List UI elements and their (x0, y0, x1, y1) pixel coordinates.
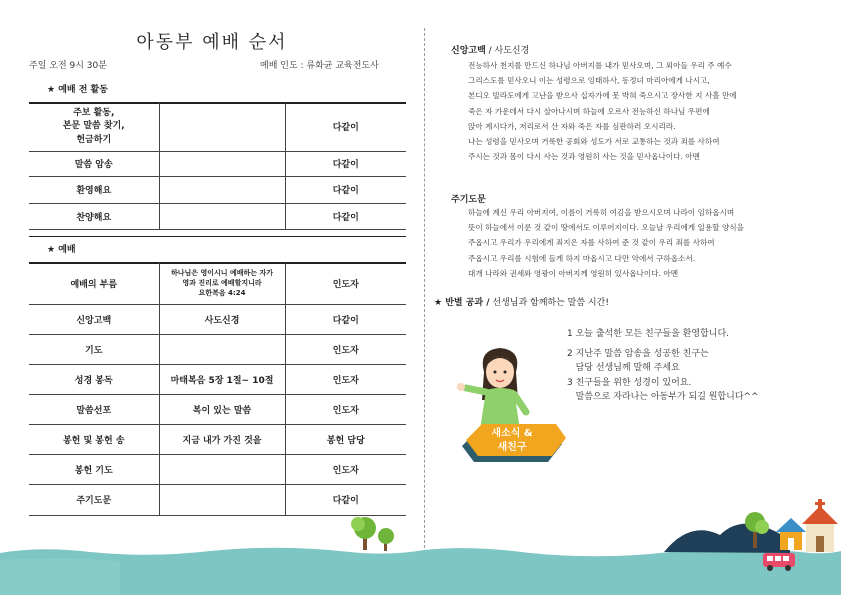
creed-line: 주시는 것과 몸이 다시 사는 것과 영원히 사는 것을 믿사옵나이다. 아멘 (468, 152, 700, 162)
group-time-heading-rest: 선생님과 함께하는 말씀 시간! (489, 298, 609, 308)
service-right: 인도자 (285, 394, 406, 424)
prayer-line: 뜻이 하늘에서 이룬 것 같이 땅에서도 이루어지이다. 오늘날 우리에게 일용할 양식을 (468, 223, 744, 233)
service-label: 예배의 부름 (29, 263, 159, 304)
list-item: 1 오늘 출석한 모든 친구들을 환영합니다. (567, 329, 729, 339)
pre-service-label: 찬양해요 (29, 203, 159, 229)
creed-line: 본디오 빌라도에게 고난을 받으사 십자가에 못 박혀 죽으시고 장사한 지 사흘 만에 (468, 91, 737, 101)
church-icon (802, 499, 838, 552)
pre-service-label: 환영해요 (29, 176, 159, 203)
list-item: 담당 선생님께 말해 주세요 (567, 363, 680, 373)
service-time: 주일 오전 9시 30분 (29, 61, 107, 71)
scripture-reference: 요한복음 4:24 (198, 289, 246, 298)
creed-title-rest: / 사도신경 (485, 46, 530, 56)
service-middle: 사도신경 (159, 304, 285, 334)
creed-line: 죽은 자 가운데서 다시 살아나시며 하늘에 오르사 전능하신 하나님 우편에 (468, 106, 710, 116)
service-label: 성경 봉독 (29, 364, 159, 394)
pre-service-label-line: 본문 말씀 찾기, (62, 121, 125, 131)
creed-title-bold: 신앙고백 (451, 46, 486, 56)
service-right: 다같이 (285, 484, 406, 515)
service-label: 신앙고백 (29, 304, 159, 334)
hill-shape (664, 524, 790, 553)
news-badge-line: 새친구 (497, 442, 527, 453)
creed-line: 나는 성령을 믿사오며 거룩한 공회와 성도가 서로 교통하는 것과 죄를 사하여 (468, 137, 720, 147)
prayer-line: 하늘에 계신 우리 아버지여, 이름이 거룩히 여김을 받으시오며 나라이 임하옵시며 (468, 208, 735, 217)
service-right: 봉헌 담당 (285, 424, 406, 454)
creed-line: 앉아 계시다가, 저리로서 산 자와 죽은 자를 심판하러 오시리라. (468, 121, 676, 131)
scripture-line: 영과 진리로 예배할지니라 (182, 279, 262, 288)
pre-service-right: 다같이 (285, 176, 406, 203)
ground-highlight (0, 558, 120, 595)
creed-line: 그리스도를 믿사오니 이는 성령으로 잉태하사, 동정녀 마리아에게 나시고, (468, 76, 710, 86)
news-badge (472, 427, 552, 455)
group-time-heading-bold: ★ 반별 공과 / (434, 298, 490, 308)
list-item: 말씀으로 자라나는 아동부가 되길 원합니다^^ (567, 392, 759, 402)
pre-service-label-line: 주보 활동, (73, 107, 115, 118)
service-middle: 마태복음 5장 1절~ 10절 (159, 364, 285, 394)
prayer-line: 주옵시고 우리가 우리에게 죄지은 자를 사하여 준 것 같이 우리 죄를 사하여 (468, 238, 715, 248)
service-right: 인도자 (285, 364, 406, 394)
pre-service-label: 말씀 암송 (29, 151, 159, 176)
scripture-line: 하나님은 영이시니 예배하는 자가 (171, 269, 273, 278)
service-right: 인도자 (285, 334, 406, 364)
girl-character-icon (457, 348, 526, 430)
service-label: 봉헌 기도 (29, 454, 159, 484)
pre-service-right: 다같이 (285, 203, 406, 229)
service-heading: ★ 예배 (47, 245, 76, 255)
service-middle: 지금 내가 가진 것을 (159, 424, 285, 454)
house-icon (776, 518, 806, 550)
pre-service-right: 다같이 (285, 103, 406, 151)
news-badge-line: 새소식 & (491, 428, 533, 439)
prayer-line: 주옵시고 우리를 시험에 들게 하지 마옵시고 다만 악에서 구하옵소서. (468, 253, 696, 263)
service-leader: 예배 인도 : 류화균 교육전도사 (260, 61, 379, 71)
service-right: 인도자 (285, 263, 406, 304)
service-label: 봉헌 및 봉헌 송 (29, 424, 159, 454)
list-item: 2 지난주 말씀 암송을 성공한 친구는 (567, 348, 709, 359)
service-middle: 복이 있는 말씀 (159, 394, 285, 424)
list-item: 3 친구들을 위한 성경이 있어요. (567, 377, 692, 388)
pre-service-heading: ★ 예배 전 활동 (47, 85, 108, 95)
service-label: 기도 (29, 334, 159, 364)
service-right: 다같이 (285, 304, 406, 334)
pre-service-right: 다같이 (285, 151, 406, 176)
creed-line: 전능하사 천지를 만드신 하나님 아버지를 내가 믿사오며, 그 외아들 우리 주 예수 (468, 61, 732, 70)
tree-icon (351, 517, 394, 551)
service-label: 주기도문 (29, 484, 159, 515)
service-label: 말씀선포 (29, 394, 159, 424)
service-right: 인도자 (285, 454, 406, 484)
prayer-line: 대개 나라와 권세와 영광이 아버지께 영원히 있사옵나이다. 아멘 (468, 268, 679, 278)
pre-service-label-line: 헌금하기 (76, 134, 112, 145)
ground-band (0, 548, 841, 595)
page-title: 아동부 예배 순서 (136, 32, 288, 53)
prayer-title: 주기도문 (451, 195, 486, 205)
